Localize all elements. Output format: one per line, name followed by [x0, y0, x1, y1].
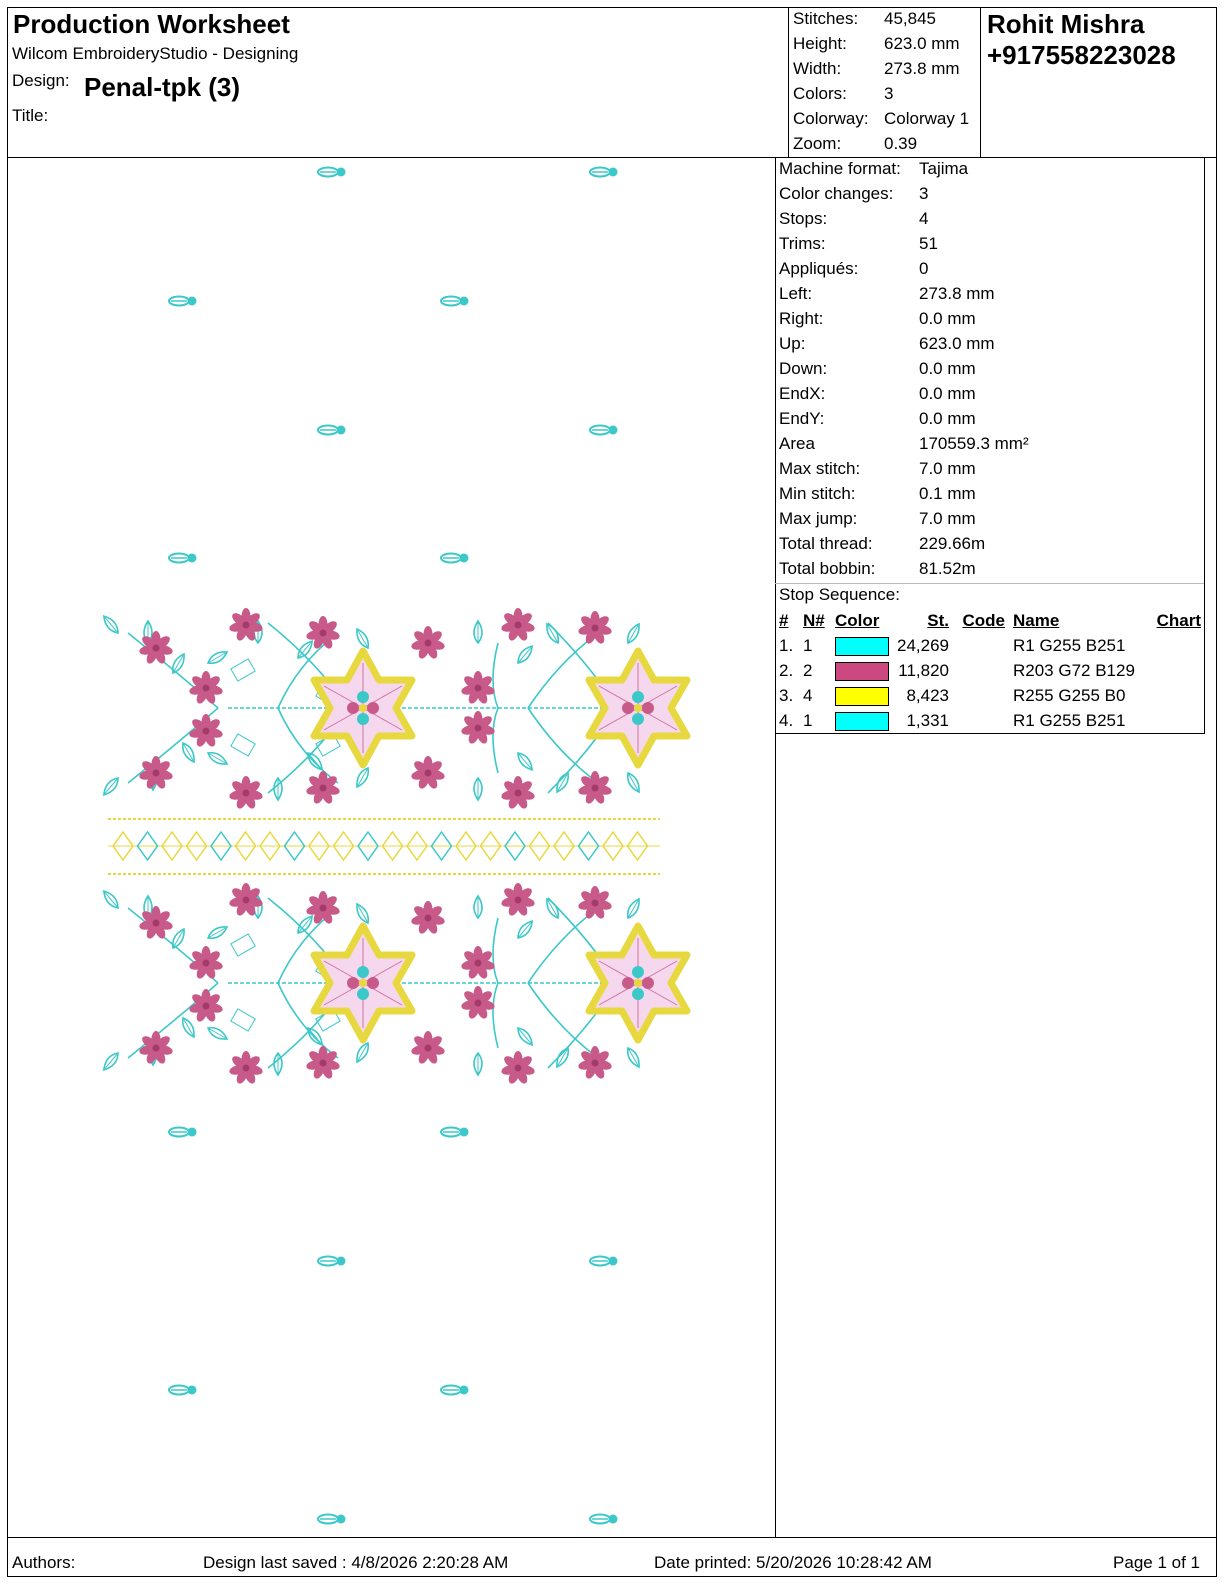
design-summary [793, 6, 978, 156]
stat-value: 7.0 mm [919, 459, 976, 478]
machine-stats [779, 156, 1209, 581]
stop-code-cell [949, 683, 1005, 708]
stop-st-cell: 11,820 [898, 660, 949, 680]
summary-value: 623.0 mm [884, 34, 960, 53]
col-chart: Chart [1156, 610, 1201, 630]
color-swatch [835, 637, 889, 656]
summary-divider-left [788, 7, 789, 157]
stop-name-cell: R1 G255 B251 [1013, 635, 1126, 655]
stop-st-cell: 1,331 [906, 710, 949, 730]
stop-row [779, 633, 1201, 658]
stat-label: Color changes: [779, 184, 894, 203]
stats-divider [775, 157, 776, 1537]
stop-num-cell: 4. [779, 710, 794, 730]
stat-row [779, 181, 1209, 206]
col-name: Name [1013, 610, 1060, 630]
stop-name-cell: R255 G255 B0 [1013, 685, 1126, 705]
embroidery-preview [8, 158, 774, 1536]
stat-value: 0.0 mm [919, 384, 976, 403]
stop-name-cell: R203 G72 B129 [1013, 660, 1135, 680]
stat-value: 0.0 mm [919, 309, 976, 328]
stat-value: 273.8 mm [919, 284, 995, 303]
stat-label: EndX: [779, 384, 826, 403]
stop-table-header [779, 608, 1201, 633]
stop-color-cell [835, 633, 895, 658]
stop-chart-cell [1153, 708, 1201, 733]
stat-row [779, 506, 1209, 531]
stop-chart-cell [1153, 633, 1201, 658]
owner-phone: +917558223028 [987, 40, 1176, 70]
summary-label: Stitches: [793, 9, 859, 28]
stop-name-cell: R1 G255 B251 [1013, 710, 1126, 730]
stop-code-cell [949, 708, 1005, 733]
summary-row [793, 81, 1223, 106]
design-name: Penal-tpk (3) [84, 72, 241, 102]
stop-num-cell: 1. [779, 635, 794, 655]
stop-chart-cell [1153, 658, 1201, 683]
stop-st-cell: 8,423 [906, 685, 949, 705]
stat-row [779, 556, 1209, 581]
summary-label: Width: [793, 59, 842, 78]
stat-row [779, 206, 1209, 231]
stat-row [779, 331, 1209, 356]
stat-label: Area [779, 434, 815, 453]
stat-label: Total bobbin: [779, 559, 876, 578]
footer-date-printed: Date printed: 5/20/2026 10:28:42 AM [654, 1553, 932, 1572]
stop-row [779, 708, 1201, 733]
stat-value: 170559.3 mm² [919, 434, 1029, 453]
title-label: Title: [12, 106, 49, 125]
stops-bottom-divider [775, 733, 1205, 734]
stat-value: 81.52m [919, 559, 976, 578]
stops-right-border [1204, 157, 1205, 734]
stat-row [779, 281, 1209, 306]
stat-row [779, 256, 1209, 281]
summary-row [793, 106, 1223, 131]
summary-label: Colors: [793, 84, 847, 103]
stop-chart-cell [1153, 683, 1201, 708]
stop-row [779, 683, 1201, 708]
stat-value: 0.1 mm [919, 484, 976, 503]
summary-label: Height: [793, 34, 847, 53]
stop-code-cell [949, 633, 1005, 658]
stat-row [779, 306, 1209, 331]
stop-n-cell: 1 [803, 635, 813, 655]
stop-num-cell: 3. [779, 685, 794, 705]
stop-n-cell: 4 [803, 685, 813, 705]
stop-color-cell [835, 683, 895, 708]
design-label: Design: [12, 71, 70, 90]
col-code: Code [962, 610, 1005, 630]
stat-row [779, 431, 1209, 456]
col-n: N# [803, 610, 825, 630]
stat-label: Left: [779, 284, 813, 303]
stat-label: Down: [779, 359, 828, 378]
stop-sequence-label: Stop Sequence: [779, 585, 900, 604]
stat-label: Min stitch: [779, 484, 856, 503]
footer-last-saved: Design last saved : 4/8/2026 2:20:28 AM [203, 1553, 509, 1572]
stat-row [779, 406, 1209, 431]
software-name: Wilcom EmbroideryStudio - Designing [12, 44, 299, 63]
col-color: Color [835, 610, 880, 630]
stat-label: Max jump: [779, 509, 858, 528]
summary-value: 0.39 [884, 134, 918, 153]
col-stitches: St. [927, 610, 949, 630]
summary-value: 273.8 mm [884, 59, 960, 78]
stat-label: Appliqués: [779, 259, 859, 278]
stat-row [779, 531, 1209, 556]
stat-row [779, 156, 1209, 181]
stat-value: Tajima [919, 159, 969, 178]
summary-label: Colorway: [793, 109, 869, 128]
stat-value: 51 [919, 234, 938, 253]
stat-label: EndY: [779, 409, 825, 428]
summary-value: 3 [884, 84, 894, 103]
stat-row [779, 231, 1209, 256]
stat-value: 229.66m [919, 534, 986, 553]
stat-label: Right: [779, 309, 824, 328]
stop-n-cell: 2 [803, 660, 813, 680]
stat-label: Trims: [779, 234, 826, 253]
stat-value: 623.0 mm [919, 334, 995, 353]
stat-value: 7.0 mm [919, 509, 976, 528]
stop-num-cell: 2. [779, 660, 794, 680]
color-swatch [835, 662, 889, 681]
col-num: # [779, 610, 789, 630]
stat-label: Total thread: [779, 534, 873, 553]
summary-value: Colorway 1 [884, 109, 970, 128]
stat-label: Up: [779, 334, 806, 353]
summary-value: 45,845 [884, 9, 936, 28]
owner-name: Rohit Mishra [987, 9, 1145, 39]
footer-authors: Authors: [12, 1553, 76, 1572]
stop-sequence-table [779, 608, 1201, 733]
stat-label: Machine format: [779, 159, 901, 178]
summary-row [793, 131, 1223, 156]
color-swatch [835, 687, 889, 706]
stop-code-cell [949, 658, 1005, 683]
summary-label: Zoom: [793, 134, 842, 153]
stat-label: Max stitch: [779, 459, 861, 478]
stop-n-cell: 1 [803, 710, 813, 730]
stat-value: 3 [919, 184, 929, 203]
page-title: Production Worksheet [13, 9, 290, 39]
stop-row [779, 658, 1201, 683]
stop-st-cell: 24,269 [897, 635, 949, 655]
stop-color-cell [835, 658, 895, 683]
footer-divider [7, 1537, 1217, 1538]
stat-value: 4 [919, 209, 929, 228]
stat-value: 0.0 mm [919, 359, 976, 378]
stat-value: 0 [919, 259, 929, 278]
stat-row [779, 356, 1209, 381]
stat-row [779, 481, 1209, 506]
footer-page-number: Page 1 of 1 [1113, 1553, 1200, 1572]
color-swatch [835, 712, 889, 731]
stat-value: 0.0 mm [919, 409, 976, 428]
stop-color-cell [835, 708, 895, 733]
stat-label: Stops: [779, 209, 828, 228]
stat-row [779, 381, 1209, 406]
stat-row [779, 456, 1209, 481]
stats-bottom-divider [775, 583, 1205, 584]
